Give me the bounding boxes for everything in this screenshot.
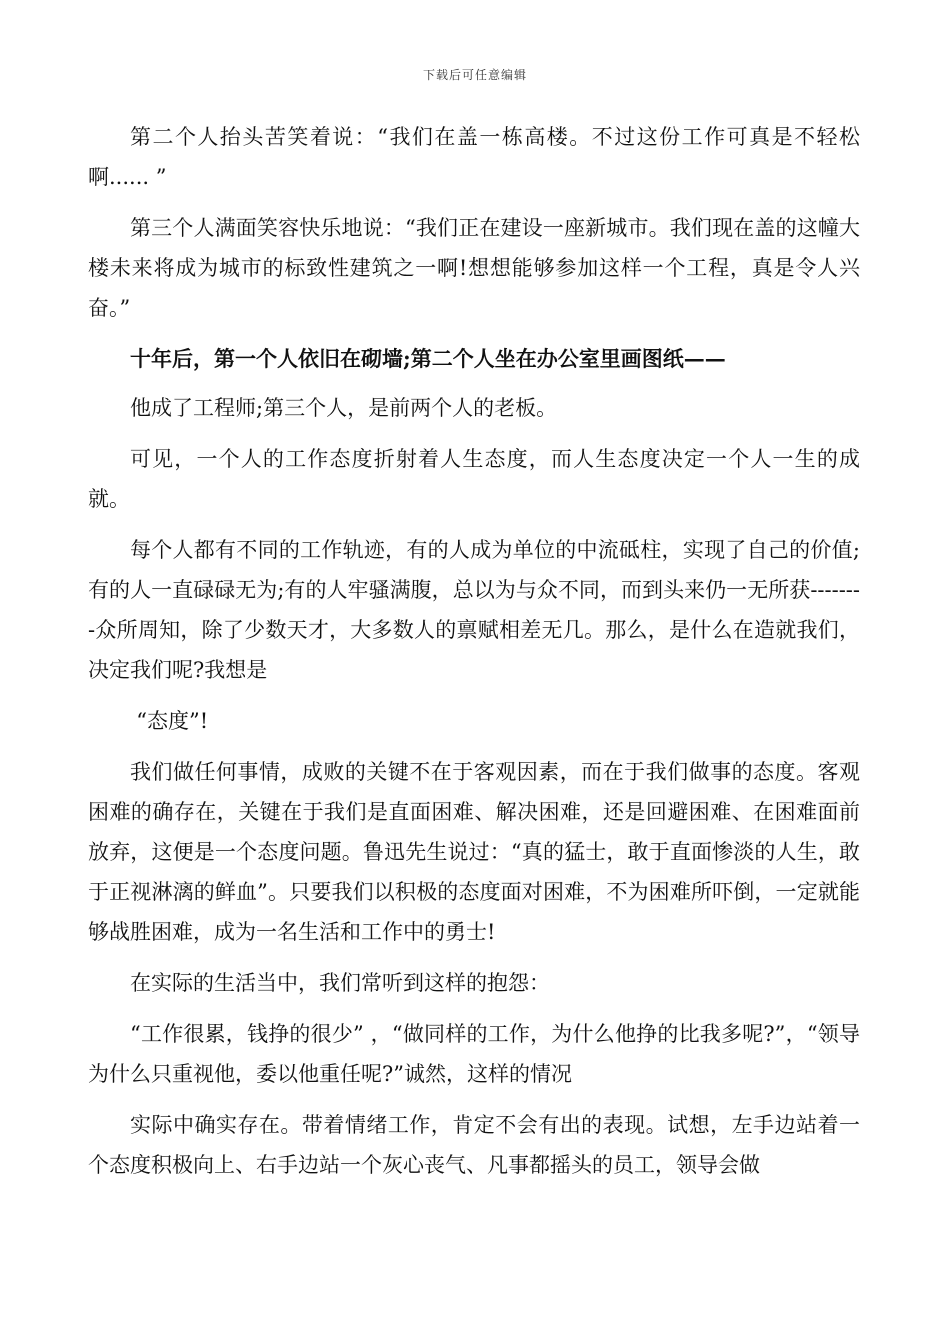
page-header-note: 下载后可任意编辑 — [422, 68, 527, 82]
paragraph-difficulties: 我们做任何事情，成败的关键不在于客观因素，而在于我们做事的态度。客观困难的确存在，关键在于我们是直面困难、解决困难，还是回避困难、在困难面前放弃，这便是一个态度问题。鲁迅先生说过：“真的猛士，敢于直面惨淡的人生，敢于正视淋漓的鲜血”。只要我们以积极的态度面对困难，不为困难所吓倒，一定就能够战胜困难，成为一名生活和工作中的勇士! — [88, 760, 860, 944]
paragraph-complaints-quotes: “工作很累，钱挣的很少” ，“做同样的工作，为什么他挣的比我多呢?”，“领导为什么只重视他，委以他重任呢?”诚然，这样的情况 — [88, 1022, 860, 1086]
paragraph-complaints-intro: 在实际的生活当中，我们常听到这样的抱怨： — [130, 971, 550, 995]
paragraph-attitude: “态度”! — [136, 709, 209, 733]
document-body — [88, 117, 860, 1196]
paragraph-reality: 实际中确实存在。带着情绪工作，肯定不会有出的表现。试想，左手边站着一个态度积极向上、右手边站一个灰心丧气、凡事都摇头的员工，领导会做 — [88, 1113, 860, 1177]
paragraph-engineer: 他成了工程师;第三个人，是前两个人的老板。 — [130, 396, 558, 420]
paragraph-second-person: 第二个人抬头苦笑着说：“我们在盖一栋高楼。不过这份工作可真是不轻松啊...... ” — [88, 125, 860, 189]
paragraph-work-trajectory: 每个人都有不同的工作轨迹，有的人成为单位的中流砥柱，实现了自己的价值;有的人一直碌碌无为;有的人牢骚满腹，总以为与众不同，而到头来仍一无所获--------众所周知，除了少数天才，大多数人的禀赋相差无几。那么，是什么在造就我们，决定我们呢?我想是 — [88, 538, 860, 682]
paragraph-conclusion: 可见，一个人的工作态度折射着人生态度，而人生态度决定一个人一生的成就。 — [88, 447, 860, 511]
paragraph-third-person: 第三个人满面笑容快乐地说：“我们正在建设一座新城市。我们现在盖的这幢大楼未来将成为城市的标致性建筑之一啊!想想能够参加这样一个工程，真是令人兴奋。” — [88, 216, 860, 320]
paragraph-ten-years-later: 十年后，第一个人依旧在砌墙;第二个人坐在办公室里画图纸—— — [130, 346, 726, 371]
